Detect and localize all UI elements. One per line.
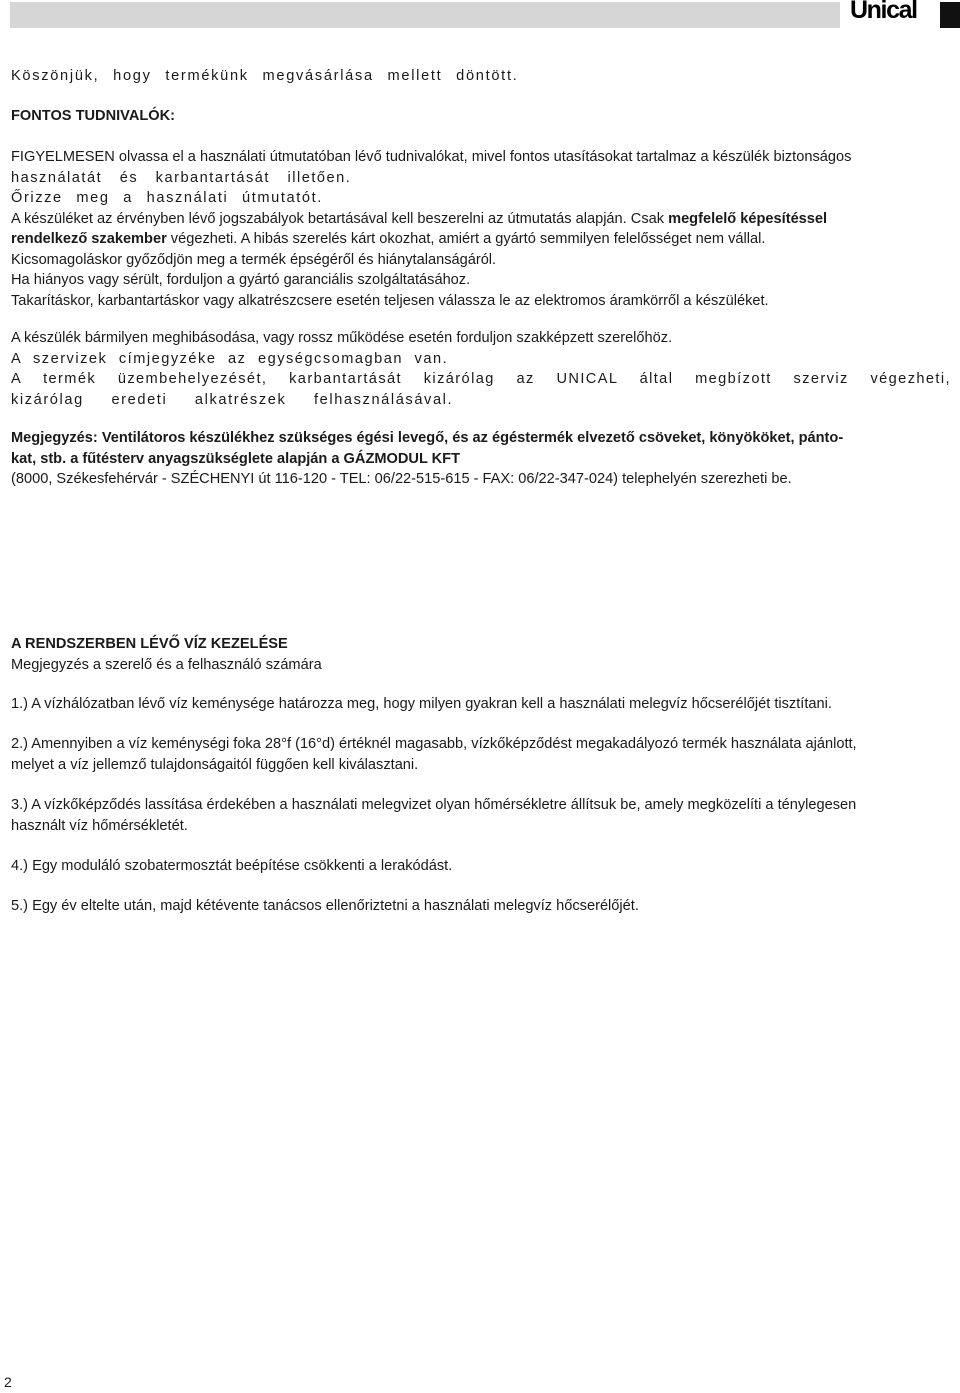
list-item: 1.) A vízhálózatban lévő víz keménysége határozza meg, hogy milyen gyakran kell a használati melegvíz hőcserélőjét tisztítani. bbox=[11, 696, 832, 712]
p3-line1: A készülék bármilyen meghibásodása, vagy rossz működése esetén forduljon szakképzett szerelőhöz. bbox=[11, 330, 673, 346]
page-number: 2 bbox=[4, 1374, 12, 1390]
header-gray-band bbox=[10, 2, 840, 28]
important-section bbox=[11, 106, 951, 127]
list-item: 5.) Egy év eltelte után, majd kétévente tanácsos ellenőriztetni a használati melegvíz hőcserélőjét. bbox=[11, 898, 639, 914]
note-line3: (8000, Székesfehérvár - SZÉCHENYI út 116-120 - TEL: 06/22-515-615 - FAX: 06/22-347-024) telephelyén szerezheti be. bbox=[11, 471, 792, 487]
header-bar bbox=[0, 2, 960, 28]
p1-line1: FIGYELMESEN olvassa el a használati útmutatóban lévő tudnivalókat, mivel fontos utasításokat tartalmaz a készülék biztonságos bbox=[11, 149, 852, 165]
p3-line3: A termék üzembehelyezését, karbantartását kizárólag az UNICAL által megbízott szerviz végezheti, bbox=[11, 371, 951, 387]
p2-line5: Takarításkor, karbantartáskor vagy alkatrészcsere esetén teljesen válassza le az elektromos áramkörről a készüléket. bbox=[11, 292, 769, 309]
list-item-continued: melyet a víz jellemző tulajdonságaitól függően kell kiválasztani. bbox=[11, 756, 419, 773]
p2-line1: A készüléket az érvényben lévő jogszabályok betartásával kell beszerelni az útmutatás alapján. Csak megfelelő képesítéssel bbox=[11, 210, 828, 227]
water-subtitle: Megjegyzés a szerelő és a felhasználó számára bbox=[11, 656, 322, 673]
important-p1 bbox=[11, 147, 951, 311]
p2-line4: Ha hiányos vagy sérült, forduljon a gyártó garanciális szolgáltatásához. bbox=[11, 272, 471, 288]
water-item-2 bbox=[11, 734, 951, 775]
water-item-5 bbox=[11, 896, 951, 917]
note-address bbox=[11, 469, 951, 490]
list-item: 2.) Amennyiben a víz keménységi foka 28°f (16°d) értéknél magasabb, vízkőképződést megakadályozó termék használata ajánlott, bbox=[11, 736, 857, 752]
p2-line3: Kicsomagoláskor győződjön meg a termék épségéről és hiánytalanságáról. bbox=[11, 251, 497, 268]
p3-line4: kizárólag eredeti alkatrészek felhasználásával. bbox=[11, 391, 454, 408]
header-black-tab bbox=[940, 2, 960, 28]
water-item-1 bbox=[11, 694, 951, 715]
water-item-3 bbox=[11, 795, 951, 836]
p3-line2: A szervizek címjegyzéke az egységcsomagban van. bbox=[11, 350, 449, 367]
note-line2: kat, stb. a fűtésterv anyagszükséglete alapján a GÁZMODUL KFT bbox=[11, 450, 461, 467]
list-item-continued: használt víz hőmérsékletét. bbox=[11, 817, 188, 834]
water-title: A RENDSZERBEN LÉVŐ VÍZ KEZELÉSE bbox=[11, 636, 288, 652]
note-line1: Megjegyzés: Ventilátoros készülékhez szükséges égési levegő, és az égéstermék elvezető csöveket, könyököket, pánto- bbox=[11, 430, 844, 446]
list-item: 4.) Egy moduláló szobatermosztát beépítése csökkenti a lerakódást. bbox=[11, 858, 453, 874]
thanks-text: Köszönjük, hogy termékünk megvásárlása mellett döntött. bbox=[11, 68, 519, 84]
water-section bbox=[11, 634, 951, 675]
p2-line2: rendelkező szakember végezheti. A hibás szerelés kárt okozhat, amiért a gyártó semmilyen felelősséget nem vállal. bbox=[11, 231, 766, 247]
note-section bbox=[11, 428, 951, 469]
list-item: 3.) A vízkőképződés lassítása érdekében a használati melegvizet olyan hőmérsékletre állítsuk be, amely megközelíti a ténylegesen bbox=[11, 797, 857, 813]
important-title: FONTOS TUDNIVALÓK: bbox=[11, 108, 176, 124]
p1-line3: Őrizze meg a használati útmutatót. bbox=[11, 190, 323, 206]
brand-logo: Unical bbox=[850, 0, 917, 24]
water-item-4 bbox=[11, 856, 951, 877]
intro-section bbox=[11, 66, 951, 87]
p1-line2: használatát és karbantartását illetően. bbox=[11, 169, 352, 186]
important-p3 bbox=[11, 328, 951, 410]
